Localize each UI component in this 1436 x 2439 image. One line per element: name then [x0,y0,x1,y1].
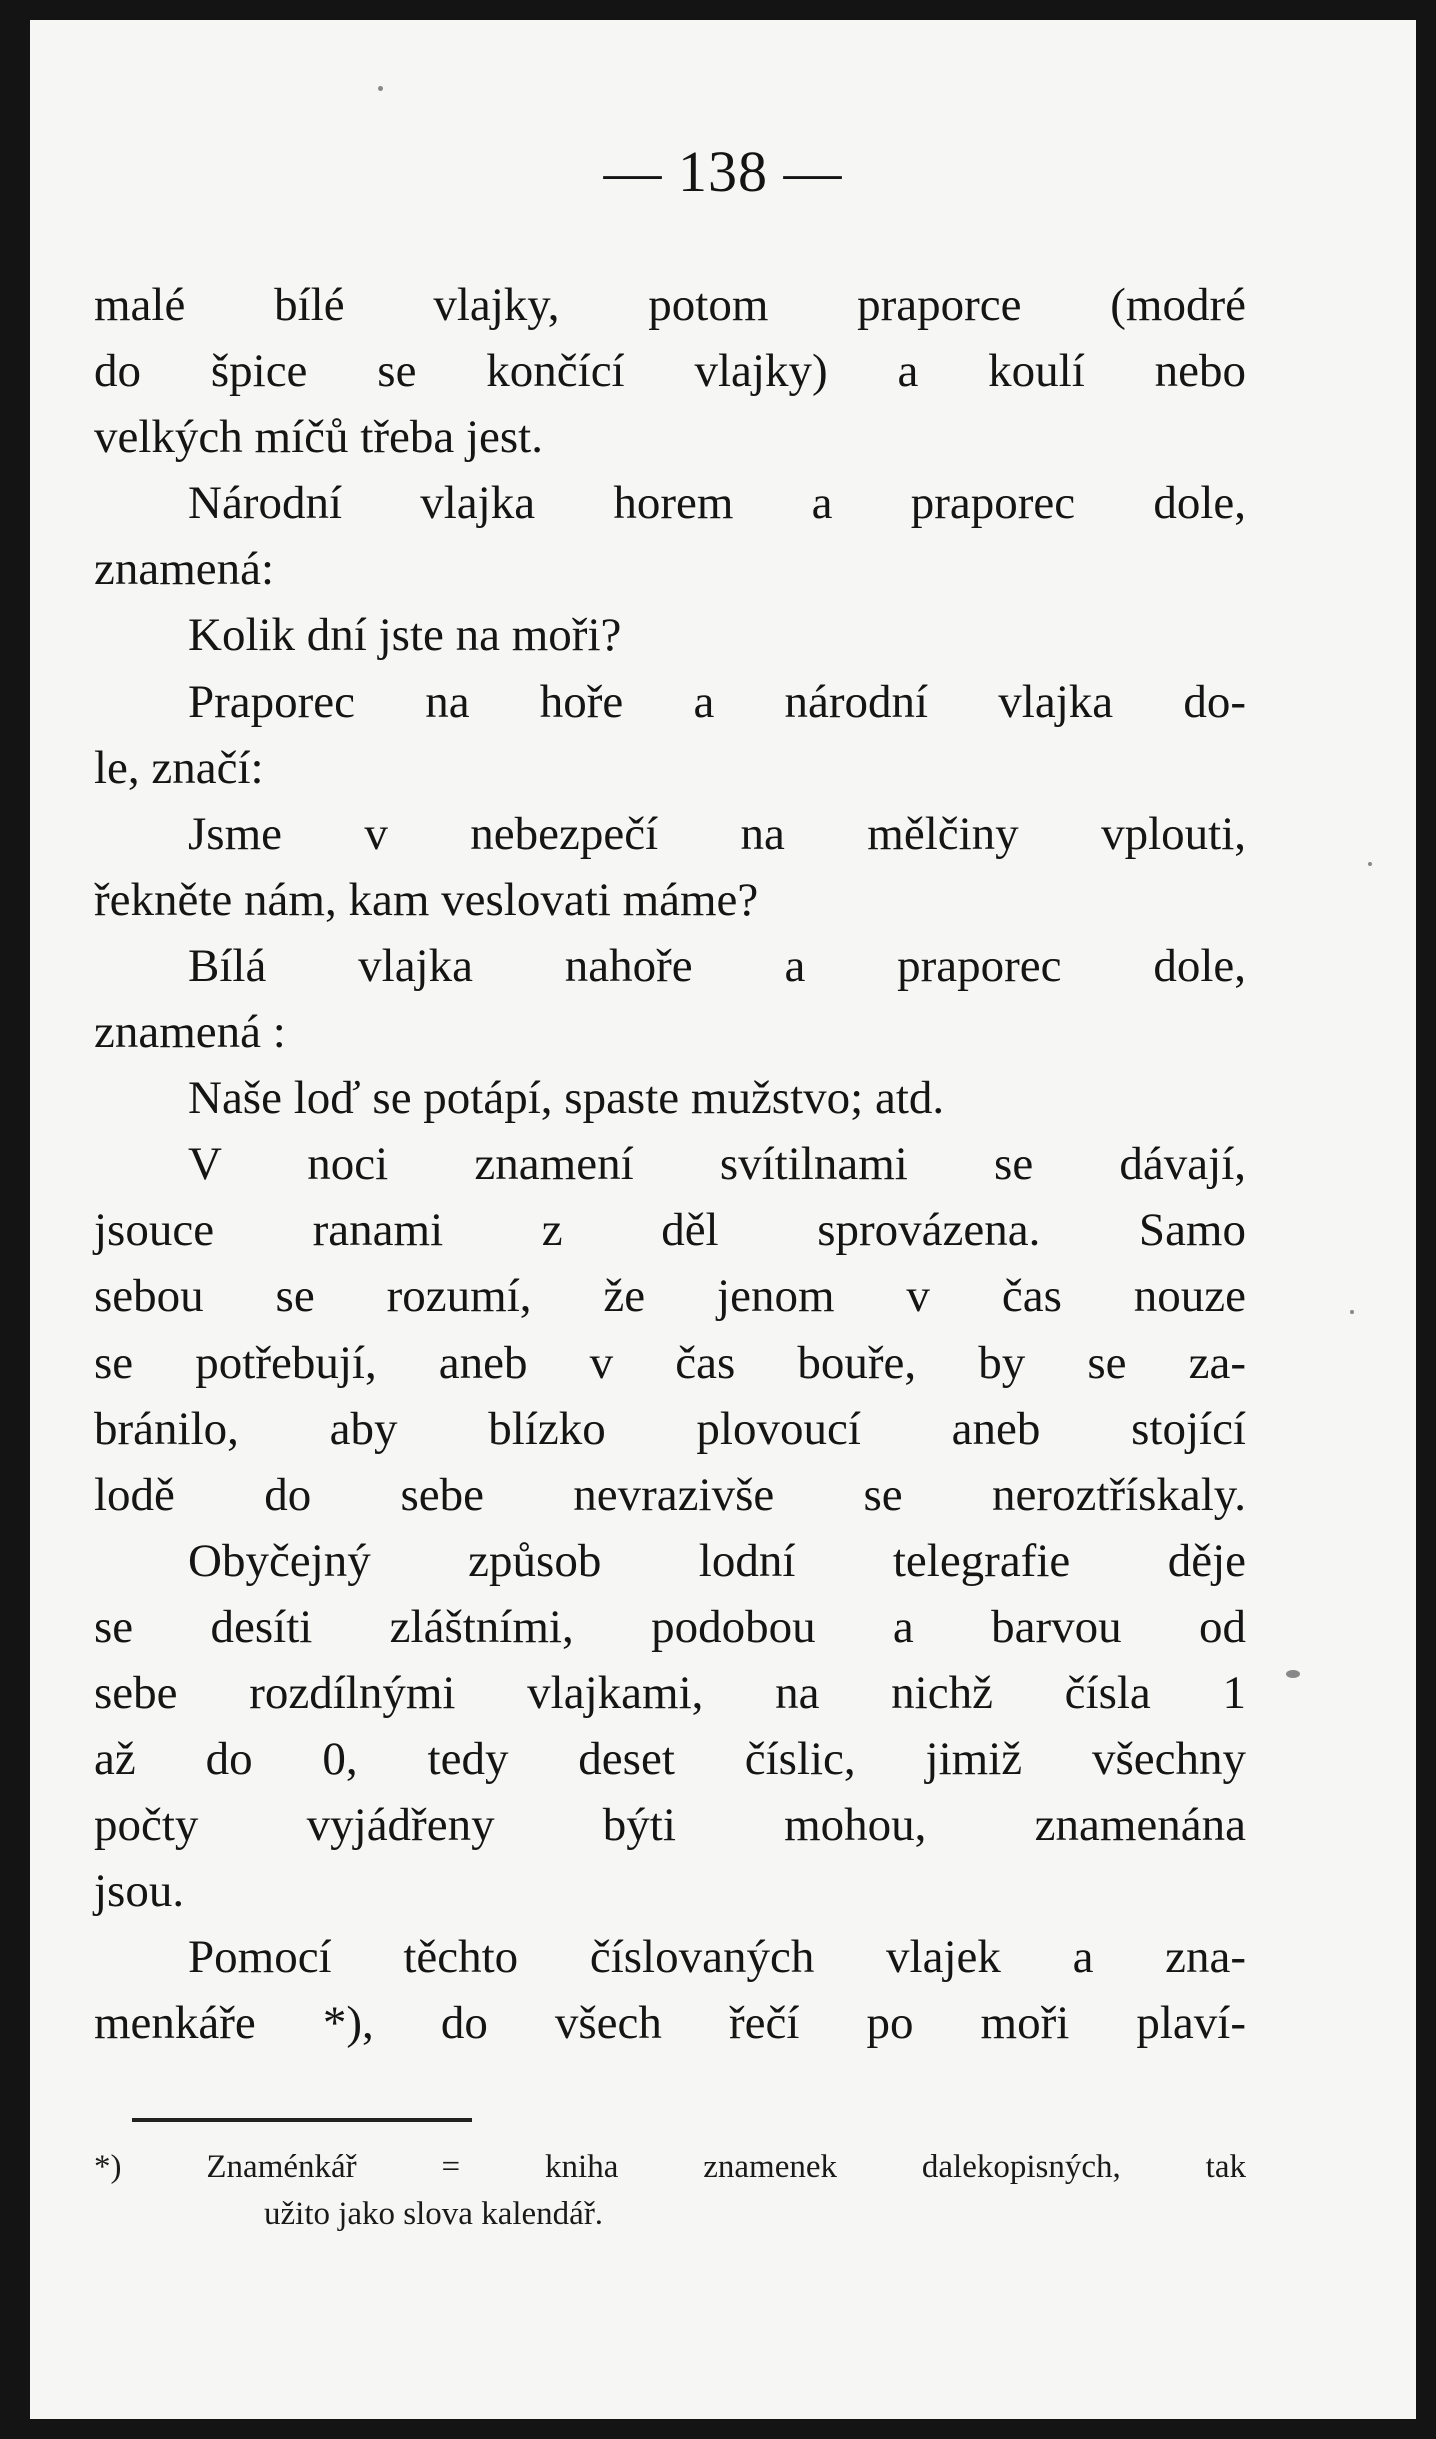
text-line: Pomocí těchto číslovaných vlajek a zna- [188,1931,1246,1984]
footnote [94,2144,1246,2238]
text-line: znamená : [94,1006,286,1059]
paper-speck [1286,1670,1300,1678]
text-line: le, značí: [94,741,264,794]
body-text [94,272,1246,2057]
paper-speck [378,86,383,91]
text-line: malé bílé vlajky, potom praporce (modré [94,279,1246,331]
text-line: znamená: [94,543,275,596]
text-line: řekněte nám, kam veslovati máme? [94,873,759,926]
text-line: Bílá vlajka nahoře a praporec dole, [188,939,1246,992]
book-page [30,20,1416,2419]
text-line: se desíti zláštními, podobou a barvou od [94,1600,1246,1653]
text-line: sebe rozdílnými vlajkami, na nichž čísla 1 [94,1666,1246,1719]
text-line: V noci znamení svítilnami se dávají, [188,1138,1246,1191]
paper-speck [1350,1310,1354,1314]
text-line: se potřebují, aneb v čas bouře, by se za- [94,1336,1246,1389]
paper-speck [1368,862,1372,866]
text-line: Kolik dní jste na moři? [188,609,622,662]
text-line: Obyčejný způsob lodní telegrafie děje [188,1534,1246,1587]
text-line: sebou se rozumí, že jenom v čas nouze [94,1270,1246,1323]
footnote-line: užito jako slova kalendář. [264,2196,604,2232]
footnote-line: *) Znaménkář = kniha znamenek dalekopisných, tak [94,2149,1246,2185]
text-line: Naše loď se potápí, spaste mužstvo; atd. [188,1072,945,1125]
text-line: jsouce ranami z děl sprovázena. Samo [94,1204,1246,1257]
text-line: Jsme v nebezpečí na mělčiny vplouti, [188,807,1246,860]
text-line: menkáře *), do všech řečí po moři plaví- [94,1997,1246,2050]
text-line: bránilo, aby blízko plovoucí aneb stojící [94,1402,1246,1455]
text-line: až do 0, tedy deset číslic, jimiž všechny [94,1733,1246,1786]
text-line: lodě do sebe nevrazivše se neroztřískaly. [94,1468,1246,1521]
text-line: Národní vlajka horem a praporec dole, [188,477,1246,530]
text-line: do špice se končící vlajky) a koulí nebo [94,345,1246,398]
text-line: Praporec na hoře a národní vlajka do- [188,675,1246,728]
text-line: jsou. [94,1865,185,1918]
page-number: — 138 — [603,139,843,204]
footnote-divider [132,2118,472,2122]
text-line: počty vyjádřeny býti mohou, znamenána [94,1799,1246,1852]
text-line: velkých míčů třeba jest. [94,411,543,464]
